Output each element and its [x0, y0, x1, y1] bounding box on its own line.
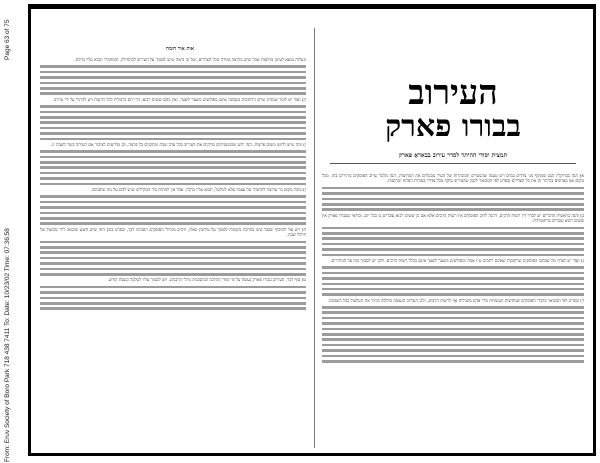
text-line — [322, 266, 584, 269]
text-line — [40, 286, 306, 289]
text-line — [322, 360, 584, 363]
text-line — [322, 208, 584, 211]
fax-page-number: Page 63 of 75 — [4, 19, 11, 60]
fax-margin — [0, 0, 22, 463]
text-line — [322, 333, 584, 336]
text-line — [40, 195, 306, 198]
text-line — [40, 138, 306, 141]
text-line — [40, 132, 306, 135]
text-line — [40, 172, 306, 175]
text-line — [40, 262, 306, 265]
text-line — [40, 150, 306, 153]
left-column — [40, 58, 306, 313]
text-line — [40, 212, 306, 215]
left-paragraph-3: ו) ומה שיש לחוש משום פרצות, הנה ידוע שהמשגיחים בודקים את העירוב בכל ערב שבת ומתקנים כל פרצה, וכן מודיעים לציבור אם העירוב כשר לשבת זו. — [50, 142, 306, 148]
text-line — [40, 161, 306, 164]
fax-transmission-header: From: Eruv Society of Boro Park 718 438 7411 To: Date: 10/23/02 Time: 07:36:58 — [4, 228, 11, 462]
text-line — [40, 156, 306, 159]
text-line — [40, 87, 306, 90]
text-line — [322, 293, 584, 296]
text-line — [40, 273, 306, 276]
text-line — [40, 177, 306, 180]
text-line — [40, 307, 306, 310]
article-subtitle: תמצית יסודי ההיתר לסדר עירוב בבאראָ פארק — [398, 152, 508, 159]
text-line — [40, 105, 306, 108]
text-line — [322, 283, 584, 286]
text-line — [40, 121, 306, 124]
right-paragraph-4: ד) ובפרט לפי המבואר בדברי הפוסקים שמחיצות העשויות בידי אדם מועילות אף לרשות הרבים, ולכן העירוב הנעשה כהלכה מתיר את הטלטול בכל השכונה. — [327, 298, 584, 304]
left-paragraph-1: ונעלות נמצא לעיגון מחיצות שכל שיש מחיצה גמורה מכל הצדדים, ועל כן נראה שיש לסמוך על העירוב לכתחילה, והמחמיר תבוא עליו ברכה. — [74, 58, 306, 63]
right-paragraph-1: א) הנה בברוקלין הגם שמוקף מג׳ צדדים במים ויש טענה שהגשרים והמנהרות של העיר מבטלים את המחיצות, הנה מלבד שרוב הפוסקים מתירים בזה, מכל מקום אנו מצרפים בהיתר זה את כל הצדדים ובפרט לפי המבואר לקמן שהעירוב מוקף מכל צדדיו בצורות הפתח ומחיצות. — [322, 174, 584, 185]
headline-line-2: בבורו פארק — [385, 109, 521, 144]
text-line — [322, 311, 584, 314]
left-paragraph-5: ח) ויש עוד להוסיף שכבר נהגו בהרבה מקומות לסמוך על עירובין כאלו, ורבים מגדולי הפוסקים הסכימו לכך, ובפרט בזמן הזה שיש חשש שיבואו לידי מכשול של חילול שבת. — [40, 227, 306, 239]
text-line — [40, 241, 306, 244]
text-line — [322, 232, 584, 235]
text-line — [322, 227, 584, 230]
text-line — [40, 201, 306, 204]
text-line — [322, 288, 584, 291]
text-line — [40, 65, 306, 68]
text-line — [40, 291, 306, 294]
text-line — [322, 355, 584, 358]
text-line — [322, 349, 584, 352]
text-line — [322, 338, 584, 341]
text-line — [40, 183, 306, 186]
text-line — [40, 302, 306, 305]
text-line — [40, 206, 306, 209]
text-line — [40, 222, 306, 225]
text-line — [40, 268, 306, 271]
text-line — [40, 111, 306, 114]
right-column — [322, 174, 584, 365]
text-line — [322, 277, 584, 280]
left-column-header: אות אור חומה — [165, 46, 195, 52]
text-line — [40, 257, 306, 260]
left-paragraph-2: ה) ועוד יש לומר שמכיון שרוב הרחובות בשכונה אינם מפולשים משער לשער, ואין בהם ששים רבוא, הרי הם כרמלית לכל הדעות ויש להתיר על ידי עירוב. — [52, 97, 306, 103]
text-line — [40, 92, 306, 95]
text-line — [322, 198, 584, 201]
text-line — [322, 322, 584, 325]
text-line — [40, 82, 306, 85]
right-paragraph-3: ג) ועוד יש לצרף מה שכתבו הפוסקים שרחובות שאינם רחבים ט״ז אמה ומפולשים משער לשער אינם בכלל רשות הרבים, ולכן יש לסמוך בזה על המתירים. — [330, 258, 584, 264]
text-line — [40, 251, 306, 254]
text-line — [40, 246, 306, 249]
left-paragraph-4: ז) ומכל מקום מי שרוצה להחמיר על עצמו שלא לטלטל, תבוא עליו ברכה, אבל אין למחות ביד המקילים שיש להם על מה שיסמוכו. — [90, 188, 306, 194]
text-line — [322, 254, 584, 257]
text-line — [322, 243, 584, 246]
text-line — [322, 192, 584, 195]
top-rule — [28, 4, 596, 9]
column-divider — [314, 28, 315, 448]
text-line — [322, 272, 584, 275]
text-line — [40, 166, 306, 169]
text-line — [322, 328, 584, 331]
text-line — [322, 306, 584, 309]
text-line — [322, 187, 584, 190]
text-line — [322, 344, 584, 347]
right-paragraph-2: ב) והנה בראשית הדברים יש לברר דין רשות הרבים, דהנה לרוב הפוסקים אין רשות הרבים אלא אם כן ששים רבוא עוברים בו בכל יום, ובודאי שבבורו פארק אין ששים רבוא עוברים ברחובותיה. — [322, 213, 584, 225]
text-line — [40, 127, 306, 130]
text-line — [40, 76, 306, 79]
text-line — [40, 71, 306, 74]
headline-line-1: העירוב — [408, 73, 498, 113]
text-line — [322, 203, 584, 206]
text-line — [40, 116, 306, 119]
text-line — [322, 248, 584, 251]
left-paragraph-6: ט) סוף דבר, העירוב בבורו פארק נעשה על פי יסודי ההלכה ובהסכמת גדולי הרבנים, ויש לסמוך עליו לטלטל בשבת קודש. — [107, 278, 306, 284]
text-line — [322, 317, 584, 320]
text-line — [40, 217, 306, 220]
text-line — [322, 237, 584, 240]
text-line — [40, 297, 306, 300]
subtitle-rule — [330, 163, 576, 164]
